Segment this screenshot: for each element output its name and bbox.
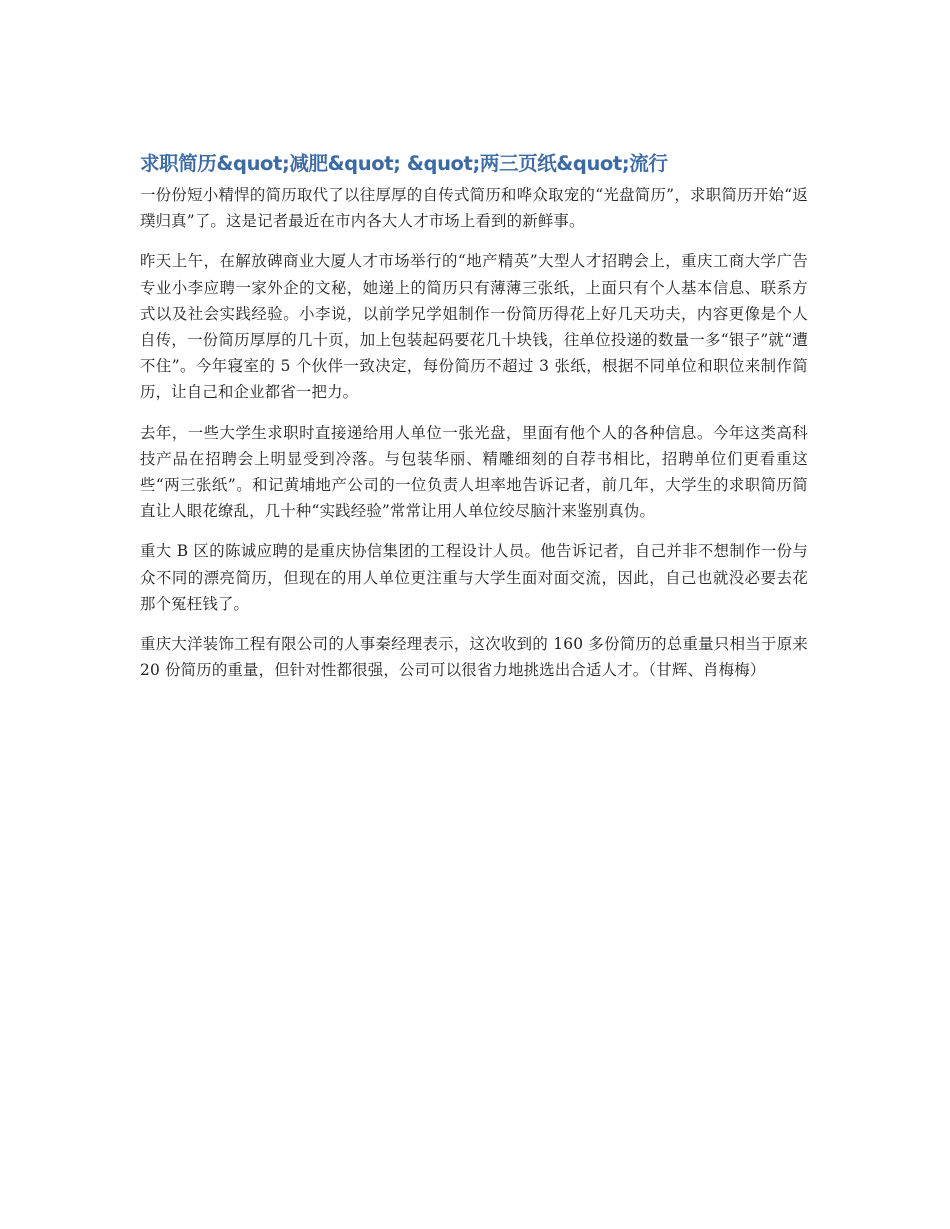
paragraph-intro: 一份份短小精悍的简历取代了以往厚厚的自传式简历和哗众取宠的“光盘简历”，求职简历开始“返璞归真”了。这是记者最近在市内各大人才市场上看到的新鲜事。 xyxy=(140,186,808,231)
paragraph-chencheng: 重大 B 区的陈诚应聘的是重庆协信集团的工程设计人员。他告诉记者，自己并非不想制作一份与众不同的漂亮简历，但现在的用人单位更注重与大学生面对面交流，因此，自己也就没必要去花那个冤枉钱了。 xyxy=(140,542,808,613)
paragraph-manager-qin: 重庆大洋装饰工程有限公司的人事秦经理表示，这次收到的 160 多份简历的总重量只相当于原来 20 份简历的重量，但针对性都很强，公司可以很省力地挑选出合适人才。（甘辉、肖梅梅） xyxy=(140,635,808,680)
article-title: 求职简历&quot;减肥&quot; &quot;两三页纸&quot;流行 xyxy=(140,152,668,175)
paragraph-xiaoli: 昨天上午，在解放碑商业大厦人才市场举行的“地产精英”大型人才招聘会上，重庆工商大学广告专业小李应聘一家外企的文秘，她递上的简历只有薄薄三张纸，上面只有个人基本信息、联系方式以及社会实践经验。小李说，以前学兄学姐制作一份简历得花上好几天功夫，内容更像是个人自传，一份简历厚厚的几十页，加上包装起码要花几十块钱，往单位投递的数量一多“银子”就“遭不住”。今年寝室的 5 个伙伴一致决定，每份简历不超过 3 张纸，根据不同单位和职位来制作简历，让自己和企业都省一把力。 xyxy=(140,252,808,402)
paragraph-cd-resume: 去年，一些大学生求职时直接递给用人单位一张光盘，里面有他个人的各种信息。今年这类高科技产品在招聘会上明显受到冷落。与包装华丽、精雕细刻的自荐书相比，招聘单位们更看重这些“两三张纸”。和记黄埔地产公司的一位负责人坦率地告诉记者，前几年，大学生的求职简历简直让人眼花缭乱，几十种“实践经验”常常让用人单位绞尽脑汁来鉴别真伪。 xyxy=(140,423,808,521)
article xyxy=(140,150,808,697)
